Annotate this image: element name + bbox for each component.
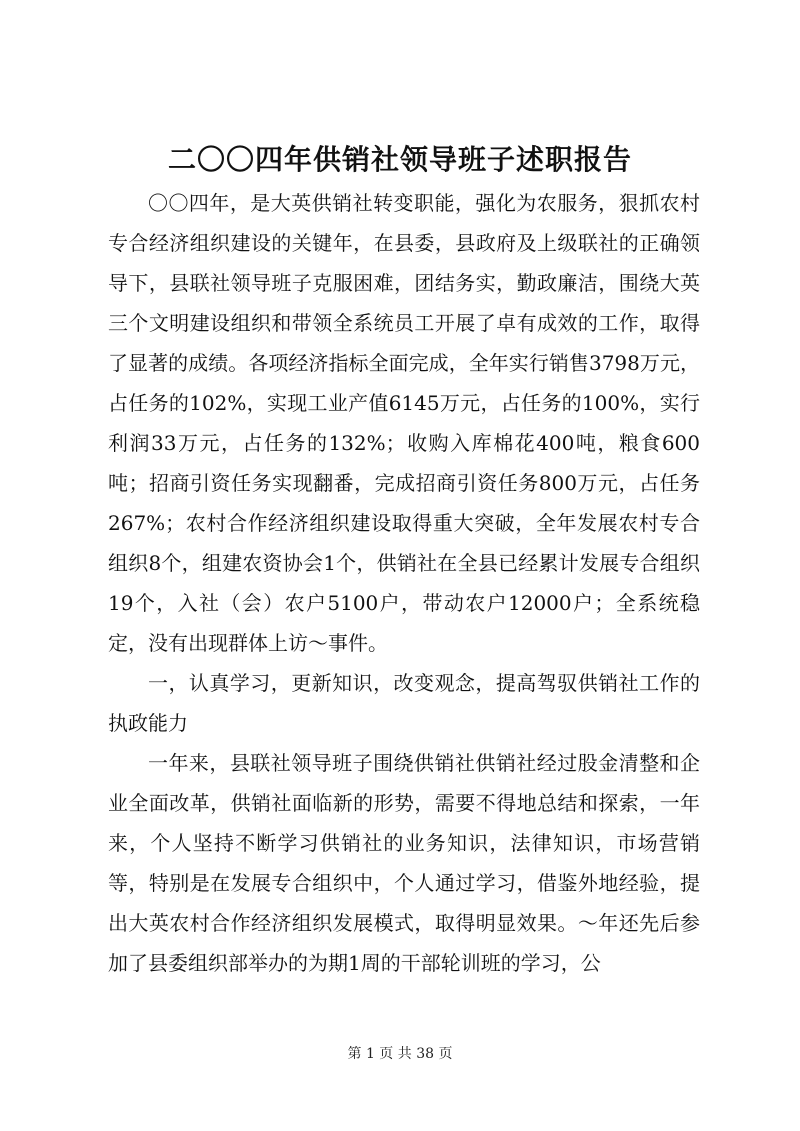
document-title: 二〇〇四年供销社领导班子述职报告 [167, 143, 632, 176]
section-heading-1: 一，认真学习，更新知识，改变观念，提高驾驭供销社工作的执政能力 [108, 671, 700, 735]
paragraph-section-1: 一年来，县联社领导班子围绕供销社供销社经过股金清整和企业全面改革，供销社面临新的形势，需要不得地总结和探索，一年来，个人坚持不断学习供销社的业务知识，法律知识，市场营销等，特别是在发展专合组织中，个人通过学习，借鉴外地经验，提出大英农村合作经济组织发展模式，取得明显效果。～年还先后参加了县委组织部举办的为期1周的干部轮训班的学习，公 [108, 751, 700, 975]
paragraph-intro: 〇〇四年，是大英供销社转变职能，强化为农服务，狠抓农村专合经济组织建设的关键年，在县委，县政府及上级联社的正确领导下，县联社领导班子克服困难，团结务实，勤政廉洁，围绕大英三个文明建设组织和带领全系统员工开展了卓有成效的工作，取得了显著的成绩。各项经济指标全面完成，全年实行销售3798万元，占任务的102%，实现工业产值6145万元，占任务的100%，实行利润33万元，占任务的132%；收购入库棉花400吨，粮食600吨；招商引资任务实现翻番，完成招商引资任务800万元，占任务267%；农村合作经济组织建设取得重大突破，全年发展农村专合组织8个，组建农资协会1个，供销社在全县已经累计发展专合组织19个，入社（会）农户5100户，带动农户12000户；全系统稳定，没有出现群体上访～事件。 [108, 191, 700, 655]
page-footer: 第 1 页 共 38 页 [347, 1046, 453, 1062]
